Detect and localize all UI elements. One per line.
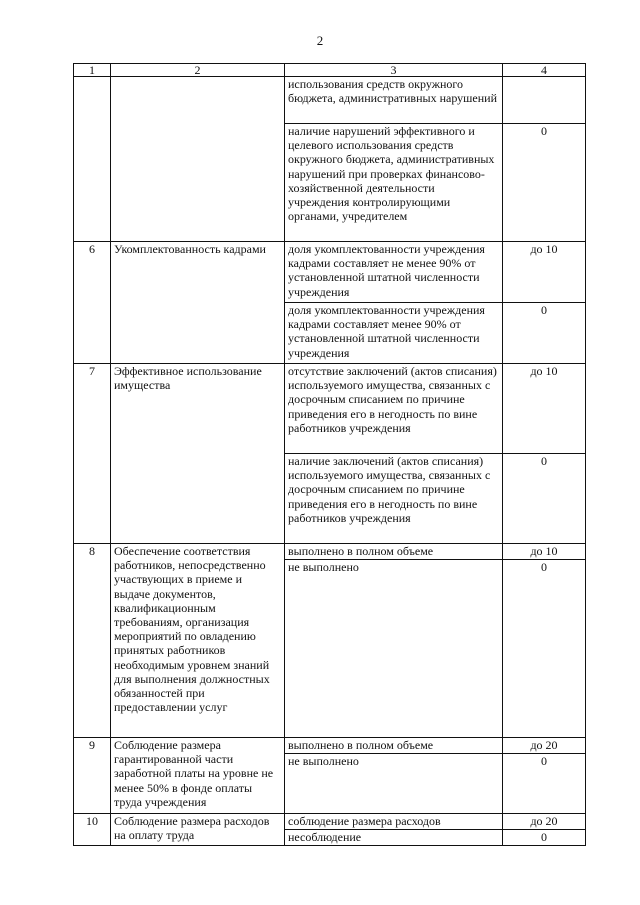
row-number-cell: 9 [74, 738, 111, 814]
page-number: 2 [316, 33, 324, 48]
criterion-cell: Обеспечение соответствия работников, непосредственно участвующих в приеме и выдаче документов, квалификационным требованиям, организация мероприятий по овладению принятых работников необходимым уровнем знаний для выполнения должностных обязанностей при предоставлении услуг [111, 544, 285, 738]
table-row [74, 814, 586, 830]
header-cell: 1 [74, 64, 111, 77]
condition-cell: несоблюдение [285, 830, 503, 846]
header-cell: 2 [111, 64, 285, 77]
score-cell: до 10 [503, 242, 586, 303]
score-cell: до 20 [503, 738, 586, 754]
score-cell [503, 77, 586, 124]
condition-cell: соблюдение размера расходов [285, 814, 503, 830]
condition-cell: не выполнено [285, 754, 503, 814]
table-row [74, 364, 586, 454]
condition-cell: отсутствие заключений (актов списания) используемого имущества, связанных с досрочным списанием по причине приведения его в негодность по вине работников учреждения [285, 364, 503, 454]
condition-cell: выполнено в полном объеме [285, 738, 503, 754]
condition-cell: доля укомплектованности учреждения кадрами составляет менее 90% от установленной штатной численности учреждения [285, 303, 503, 364]
condition-cell: выполнено в полном объеме [285, 544, 503, 560]
table-row [74, 242, 586, 303]
header-cell: 3 [285, 64, 503, 77]
row-number-cell [74, 77, 111, 242]
condition-cell: доля укомплектованности учреждения кадрами составляет не менее 90% от установленной штатной численности учреждения [285, 242, 503, 303]
criterion-cell: Соблюдение размера гарантированной части заработной платы на уровне не менее 50% в фонде оплаты труда учреждения [111, 738, 285, 814]
criterion-cell: Соблюдение размера расходов на оплату труда [111, 814, 285, 846]
table-row [74, 544, 586, 560]
row-number-cell: 8 [74, 544, 111, 738]
score-cell: 0 [503, 754, 586, 814]
score-cell: до 10 [503, 544, 586, 560]
score-cell: 0 [503, 303, 586, 364]
table-row [74, 77, 586, 124]
score-cell: 0 [503, 124, 586, 242]
row-number-cell: 6 [74, 242, 111, 364]
table-header-row [74, 64, 586, 77]
condition-cell: наличие нарушений эффективного и целевого использования средств окружного бюджета, административных нарушений при проверках финансово-хозяйственной деятельности учреждения контролирующими органами, учредителем [285, 124, 503, 242]
row-number-cell: 7 [74, 364, 111, 544]
score-cell: до 10 [503, 364, 586, 454]
criteria-table [73, 63, 586, 846]
criterion-cell [111, 77, 285, 242]
condition-cell: не выполнено [285, 560, 503, 738]
condition-cell: использования средств окружного бюджета, административных нарушений [285, 77, 503, 124]
score-cell: 0 [503, 830, 586, 846]
score-cell: до 20 [503, 814, 586, 830]
criterion-cell: Укомплектованность кадрами [111, 242, 285, 364]
row-number-cell: 10 [74, 814, 111, 846]
score-cell: 0 [503, 560, 586, 738]
header-cell: 4 [503, 64, 586, 77]
criterion-cell: Эффективное использование имущества [111, 364, 285, 544]
table-row [74, 738, 586, 754]
score-cell: 0 [503, 454, 586, 544]
condition-cell: наличие заключений (актов списания) используемого имущества, связанных с досрочным списанием по причине приведения его в негодность по вине работников учреждения [285, 454, 503, 544]
